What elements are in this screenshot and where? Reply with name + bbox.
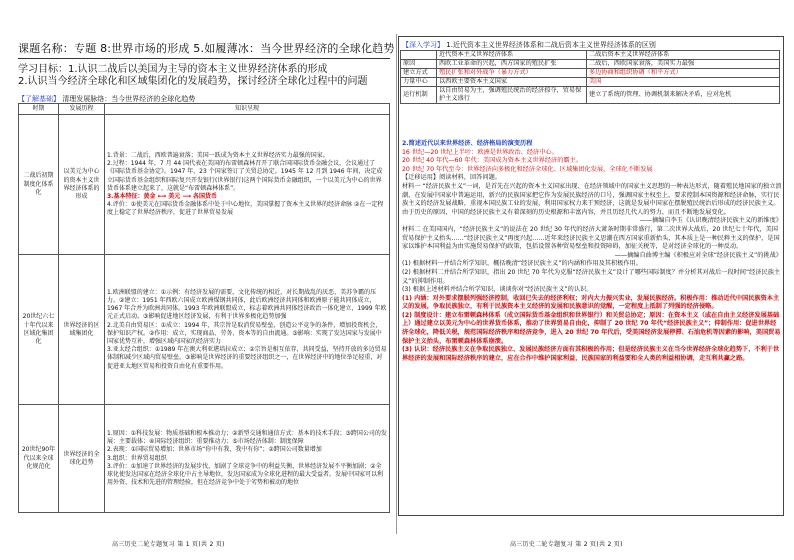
source-2: ——摘编自曲博主编《积极应对全球“经济民族主义”的挑战》 [614, 251, 782, 259]
material-1: 材料一 “经济民族主义”一词，是首先在兴起的资本主义国家出现、在经济领域中的国家主义思想的一种表达形式，随着殖民地国家的独立浪潮，在发展中国家中普遍运用，新兴的民族国家把它作为发展民族经济的口号，强调国家主权至上，要求控制本国资源和经济命脉，实行民族主义的经济发展战略，重视本国民族工业的发展，利用国家权力来干预经济，这就是发展中国家在摆脱殖民统治后形成的经济民族主义。由于历史的原因，中国的经济民族主义有着深刻的历史根源和丰富内容，并且历经几代人的努力，而且不断地发展变化。 [402, 182, 782, 216]
content-item: 3.亚太经合组织：①1989 年在澳大利亚堪培拉成立；②宗旨是相互依存，共同受益，坚持开放的多边贸易体制和减少区域内贸易壁垒。③影响是世界经济的重要经济组织之一，在世界经济中的地位举足轻重，对促进亚太地区贸易和投资自由化有重要作用。 [107, 346, 387, 370]
q2-title: 2.简述近代以来世界经济、经济格局的演变历程 [402, 140, 533, 147]
section-title: 清理发展脉络：当今世界经济的全球化趋势 [62, 95, 196, 103]
table-row [19, 255, 390, 405]
answer-3: (3) 认识：经济民族主义在争取民族独立、发展民族经济方面有其积极的作用；但是经济民族主义在当今世界经济全球化趋势下，不利于世界经济的发展和国际经济秩序的建立，应在合作中维护国家利益，民族国家的利益要和全人类的利益相协调，走互利共赢之路。 [402, 346, 780, 362]
content-cell [105, 255, 390, 405]
header-stage: 发展历程 [59, 104, 105, 115]
knowledge-table [18, 103, 390, 513]
cmp-cell: 西欧工业革命的兴起，西方国家的殖民扩张 [437, 60, 587, 69]
deep-heading [402, 40, 656, 50]
table-row [401, 78, 780, 87]
table-row [401, 60, 780, 69]
period-cell: 二战后初期制度化体系化 [19, 115, 59, 255]
content-item: 3.评价：①加速了世界经济的发展步伐，加剧了全球竞争中的利益失衡，世界经济发展不平衡加剧；②全球化使发达国家在经济全球化中占主导地位，发达国家成为全球化进程的最大受益者。发展中国家可以利用外资、技术和先进的管理经验，但在经济竞争中处于劣势和被动的地位 [107, 462, 384, 487]
cmp-header-postwar: 二战后资本主义世界经济体系 [587, 51, 780, 60]
section-tag: 【了解基础】 [18, 95, 60, 103]
header-content: 知识呈现 [105, 104, 390, 115]
content-item: 1.欧洲联盟的建立：①示例：有经济发展的需要，文化传统的相近，对长期战乱的厌恶，美苏争霸的压力。②建立：1951 年西欧六国成立欧洲煤钢共同体，此后欧洲经济共同体和欧洲原子能共同体成立，1967 年合并为欧洲共同体。1993 年欧洲联盟成立，标志着欧洲共同体经济政治一体化建立，1999 年欧元正式启动。③影响促进地区经济发展，有利于世界多极化趋势加强 [107, 288, 387, 321]
stage-cell: 世界经济的区域集团化 [59, 255, 105, 405]
source-1: ——摘编自李玉《认识晚清经济民族主义的新维度》 [639, 217, 782, 225]
content-item: 2.表现：①国际贸易增加；世界市场“你中有我、我中有你”；②跨国公司数量增加 [107, 446, 322, 454]
cmp-cell: 多边协商和组织协调（和平方式） [587, 69, 780, 78]
cmp-cell: 建立了系统的管理、协调机制来解决矛盾，应对危机 [587, 87, 780, 104]
comparison-table [400, 50, 780, 104]
cmp-label: 建立方式 [401, 69, 437, 78]
question-2: (2) 根据材料二并结合所学知识，指出 20 世纪 70 年代为克服“经济民族主义”设计了哪些国际制度？并分析其对战后一段时间“经济民族主义”的抑制作用。 [402, 268, 781, 285]
cmp-cell: 以西欧主要资本主义国家 [437, 78, 587, 87]
cmp-cell: 二战后，西欧国家衰落，美国实力最强 [587, 60, 780, 69]
cmp-cell: 美国 [587, 78, 780, 87]
answer-1: (1) 内涵：对外要求摆脱列强经济控制，收回已失去的经济利权；对内大力振兴实业，发展民族经济。积极作用：推动近代中国民族资本主义的发展，争取民族独立，有利于民族资本主义经济的发展和民族意识的觉醒，一定程度上抵制了列强的经济侵略。 [402, 294, 780, 311]
page-title: 课题名称：专题 8:世界市场的形成 5.如履薄冰：当今世界经济的全球化趋势 [18, 42, 395, 55]
question-1: (1) 根据材料一并结合所学知识，概括晚清“经济民族主义”的内涵和作用及其积极作用。 [402, 260, 642, 268]
expand-title: 【迁移运用】阅读材料，回答问题。 [402, 174, 501, 182]
deep-tag: 【深入学习】 [402, 41, 444, 49]
table-row [19, 115, 390, 255]
cmp-header-empty [401, 51, 437, 60]
cmp-label: 运行机制 [401, 87, 437, 104]
content-cell [105, 405, 390, 513]
table-row [401, 87, 780, 104]
table-header-row [401, 51, 780, 60]
header-period: 时期 [19, 104, 59, 115]
cmp-label: 原因 [401, 60, 437, 69]
table-row [401, 69, 780, 78]
period-cell: 20世纪90年代以来全球化规范化 [19, 405, 59, 513]
deep-title: 1.近代资本主义世界经济体系和二战后资本主义世界经济体系的区别 [446, 41, 656, 49]
answer-2: (2) 制度设计：建立布雷顿森林体系（成立国际货币基金组织和世界银行）和关贸总协定；原因：在资本主义（或在自由主义经济发展基础上）通过建立以美元为中心的世界货币体系，推动了世界贸易自由化，抑制了 20 世纪 70 年代“经济民族主义”；抑制作用：促进世界经济全球化，降低关税，规范国际经济秩序和经济竞争，进入 20 世纪 70 年代后，受美国经济发展停滞、石油危机等因素的影响，美国贸易保护主义抬头，布雷顿森林体系崩溃。 [402, 311, 781, 345]
q2-line: 20 世纪 40 年代—60 年代：美国成为资本主义世界经济的霸主。 [402, 157, 582, 165]
q2-line: 20 世纪 70 年代至今：世界经济向多极化和经济全球化、区域集团化发展，全球化不断发展 [402, 165, 653, 173]
goal-1: 学习目标：1.认识二战后以美国为主导的资本主义世界经济体系的形成 [18, 64, 328, 75]
content-item: 2.北美自由贸易区：①成立：1994 年，其宗旨是取消贸易壁垒，创造公平竞争的条件，增加投资机会，保护知识产权。②作用：成立，实现商品、劳务、资本等的自由流通。③影响：实现了发达国家与发展中国家优势互补，增强区域内国家的经济实力 [107, 321, 382, 345]
content-cell [105, 115, 390, 255]
cmp-cell: 以自由贸易为主，强调殖民统治的经济掠夺，贸易保护主义盛行 [437, 87, 587, 104]
question-2-block [402, 140, 782, 363]
content-item: 3.基本特征：黄金 ⟷ 美元 ⟶ 各国货币 [107, 192, 218, 200]
content-item: 3.组织：世界贸易组织 [107, 454, 167, 462]
content-item: 4.评价：①使美元在国际货币金融体系中处于中心地位，美国掌握了资本主义世界的经济命脉 ②在一定程度上稳定了世界经济秩序，促进了世界贸易发展 [107, 201, 384, 217]
cmp-header-modern: 近代资本主义世界经济体系 [437, 51, 587, 60]
page-footer-2: 高三历史二轮专题复习 第 2 页(共 2 页) [510, 541, 623, 548]
page-footer: 高三历史二轮专题复习 第 1 页(共 2 页) [112, 541, 225, 548]
q2-line: 16 世纪—20 世纪上半叶：欧洲是世界政治、经济中心。 [402, 148, 558, 156]
title-rule [18, 58, 390, 59]
table-header-row [19, 104, 390, 115]
content-item: 2.过程：1944 年，7 月 44 国代表在美国的布雷顿森林召开了联合国国际货币金融会议，会议通过了《国际货币基金协定》。1947 年，23 个国家签订了关贸总协定。1945 年 12 月到 1946 年间，决定成立国际货币基金组织和国际复兴开发银行(世界银行)这两个国际货币金融组织，一个以美元为中心的世界货币体系建立起来了，这就是“布雷顿森林体系”。 [107, 160, 383, 192]
content-item: 1.背景：二战后，西欧普遍衰落；美国一跃成为资本主义世界经济实力最强的国家。 [107, 151, 329, 159]
period-cell: 20世纪六七十年代以来区域化集团化 [19, 255, 59, 405]
material-2: 材料二 在美国国内，“经济民族主义”的说法在 20 世纪 30 年代的经济大萧条时期非常盛行，第二次世界大战后，20 世纪七十年代，美国贸易保护主义抬头……“经济民族主义”再度兴起……近年来经济民族主义思潮在西方国家重新抬头，其本质上是一种民粹主义的保护，是国家以维护本国利益为由实施贸易保护的政策，包括设置各种贸易壁垒和投资障碍，加征关税等，是对经济全球化的一种反动。 [402, 225, 780, 251]
cmp-label: 力量中心 [401, 78, 437, 87]
table-row [19, 405, 390, 513]
content-item: 1.原因：①科技发展：物质基础和根本推动力；②新型交通和通信方式：基本的技术手段；③跨国公司的发展：主要载体；④国际经济组织：重要推动力；⑤市场经济体制：制度保障 [107, 429, 387, 446]
stage-cell: 世界经济的全球化趋势 [59, 405, 105, 513]
cmp-cell: 殖民扩张和对外战争（暴力方式） [437, 69, 587, 78]
stage-cell: 以美元为中心的资本主义世界经济体系的形成 [59, 115, 105, 255]
question-3: (3) 根据上述材料并结合所学知识，谈谈你对“经济民族主义”的认识。 [402, 286, 593, 294]
goal-2: 2.认识当今经济全球化和区域集团化的发展趋势，探讨经济全球化过程中的问题 [18, 76, 368, 87]
